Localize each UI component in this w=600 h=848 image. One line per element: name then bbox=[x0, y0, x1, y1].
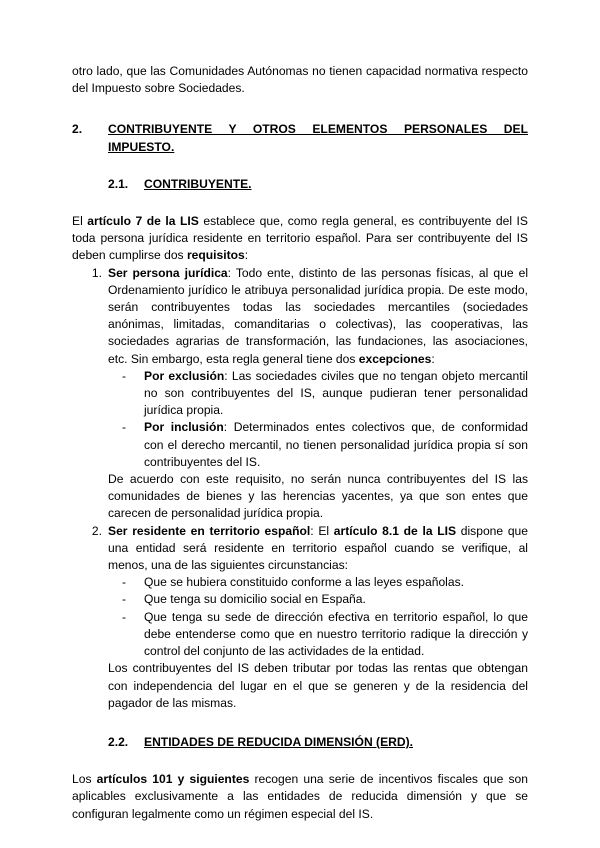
sub-list-text: Que tenga su domicilio social en España. bbox=[144, 592, 366, 607]
text-run: El bbox=[72, 214, 88, 229]
sub-list-text bbox=[144, 368, 528, 420]
section-title-line2: IMPUESTO. bbox=[108, 139, 175, 154]
dash-marker: - bbox=[122, 592, 127, 607]
requirement-title: Ser persona jurídica bbox=[108, 265, 228, 280]
list-number: 2. bbox=[91, 523, 102, 538]
list-number: 1. bbox=[91, 265, 102, 280]
text-run: : El bbox=[310, 523, 334, 538]
dash-marker: - bbox=[122, 575, 127, 590]
list-item bbox=[72, 265, 528, 523]
list-item bbox=[72, 523, 528, 712]
section-2-heading bbox=[72, 121, 528, 155]
text-run: establece que, como regla general, es contribuyente del IS toda persona jurídica residente en territorio español. Para ser contribuyente del IS deben cumplirse dos bbox=[72, 214, 528, 263]
sub-list-item bbox=[122, 609, 528, 661]
subsection-2-2-heading bbox=[108, 734, 528, 751]
sub-list-item bbox=[122, 574, 528, 591]
contribuyente-paragraph bbox=[72, 213, 528, 265]
text-run: : bbox=[244, 248, 249, 263]
dash-marker: - bbox=[122, 420, 127, 435]
subsection-title: ENTIDADES DE REDUCIDA DIMENSIÓN (ERD). bbox=[144, 734, 413, 749]
subsection-2-1-heading bbox=[108, 176, 528, 193]
bold-term: excepciones bbox=[358, 351, 432, 366]
list-item-body bbox=[108, 265, 528, 523]
subsection-number: 2.1. bbox=[108, 176, 129, 191]
bold-reference: artículo 8.1 de la LIS bbox=[333, 523, 457, 538]
closing-paragraph: Los contribuyentes del IS deben tributar por todas las rentas que obtengan con independencia del lugar en el que se generen y de la residencia del pagador de las mismas. bbox=[108, 661, 528, 710]
list-item-body bbox=[108, 523, 528, 712]
sub-list-item bbox=[122, 368, 528, 420]
requirement-paragraph bbox=[108, 523, 528, 575]
document-page bbox=[72, 63, 528, 823]
text-run: : Las sociedades civiles que no tengan objeto mercantil no son contribuyentes del IS, aunque pudieran tener personalidad jurídica propia. bbox=[144, 368, 528, 418]
section-title-line1: CONTRIBUYENTE Y OTROS ELEMENTOS PERSONALES DEL bbox=[108, 122, 528, 137]
requirement-paragraph bbox=[108, 265, 528, 368]
text-run: : Determinados entes colectivos que, de conformidad con el derecho mercantil, no tienen personalidad jurídica propia sí son contribuyentes del IS. bbox=[144, 420, 528, 469]
dash-marker: - bbox=[122, 609, 127, 624]
erd-paragraph bbox=[72, 771, 528, 823]
subsection-title: CONTRIBUYENTE. bbox=[144, 176, 252, 191]
bold-term: Por exclusión bbox=[144, 368, 225, 383]
sub-list-item bbox=[122, 591, 528, 608]
intro-paragraph: otro lado, que las Comunidades Autónomas no tienen capacidad normativa respecto del Impuesto sobre Sociedades. bbox=[72, 64, 528, 96]
closing-paragraph: De acuerdo con este requisito, no serán nunca contribuyentes del IS las comunidades de bienes y las herencias yacentes, ya que son entes que carecen de personalidad jurídica propia. bbox=[108, 472, 528, 521]
text-run: : bbox=[431, 351, 435, 366]
text-run: dispone que una entidad será residente en territorio español cuando se verifique, al menos, una de las siguientes circunstancias: bbox=[108, 523, 529, 573]
text-run: recogen una serie de incentivos fiscales que son aplicables exclusivamente a las entidades de reducida dimensión y que se configuran legalmente como un régimen especial del IS. bbox=[72, 772, 528, 821]
sub-list-text bbox=[144, 419, 528, 471]
bold-reference: artículos 101 y siguientes bbox=[96, 772, 250, 787]
requirement-title: Ser residente en territorio español bbox=[108, 523, 311, 538]
section-number: 2. bbox=[72, 122, 83, 137]
sub-list-item bbox=[122, 419, 528, 471]
dash-marker: - bbox=[122, 368, 127, 383]
sub-list-text: Que se hubiera constituido conforme a las leyes españolas. bbox=[144, 575, 465, 590]
section-title bbox=[108, 121, 528, 155]
subsection-number: 2.2. bbox=[108, 734, 129, 749]
text-run: : Todo ente, distinto de las personas físicas, al que el Ordenamiento jurídico le atribuya personalidad jurídica propia. De este modo, serán contribuyentes todas las sociedades mercantiles (sociedades anónimas, limitadas, comanditarias o colectivas), las cooperativas, las sociedades agrarias de transformación, las fundaciones, las asociaciones, etc. Sin embargo, esta regla general tiene dos bbox=[108, 265, 529, 366]
sub-list-text: Que tenga su sede de dirección efectiva en territorio español, lo que debe entenderse como que en nuestro territorio radique la dirección y control del conjunto de las actividades de la entidad. bbox=[144, 609, 528, 659]
bold-reference: artículo 7 de la LIS bbox=[87, 214, 199, 229]
bold-term: requisitos bbox=[186, 248, 245, 263]
text-run: Los bbox=[72, 772, 97, 787]
bold-term: Por inclusión bbox=[144, 420, 224, 435]
